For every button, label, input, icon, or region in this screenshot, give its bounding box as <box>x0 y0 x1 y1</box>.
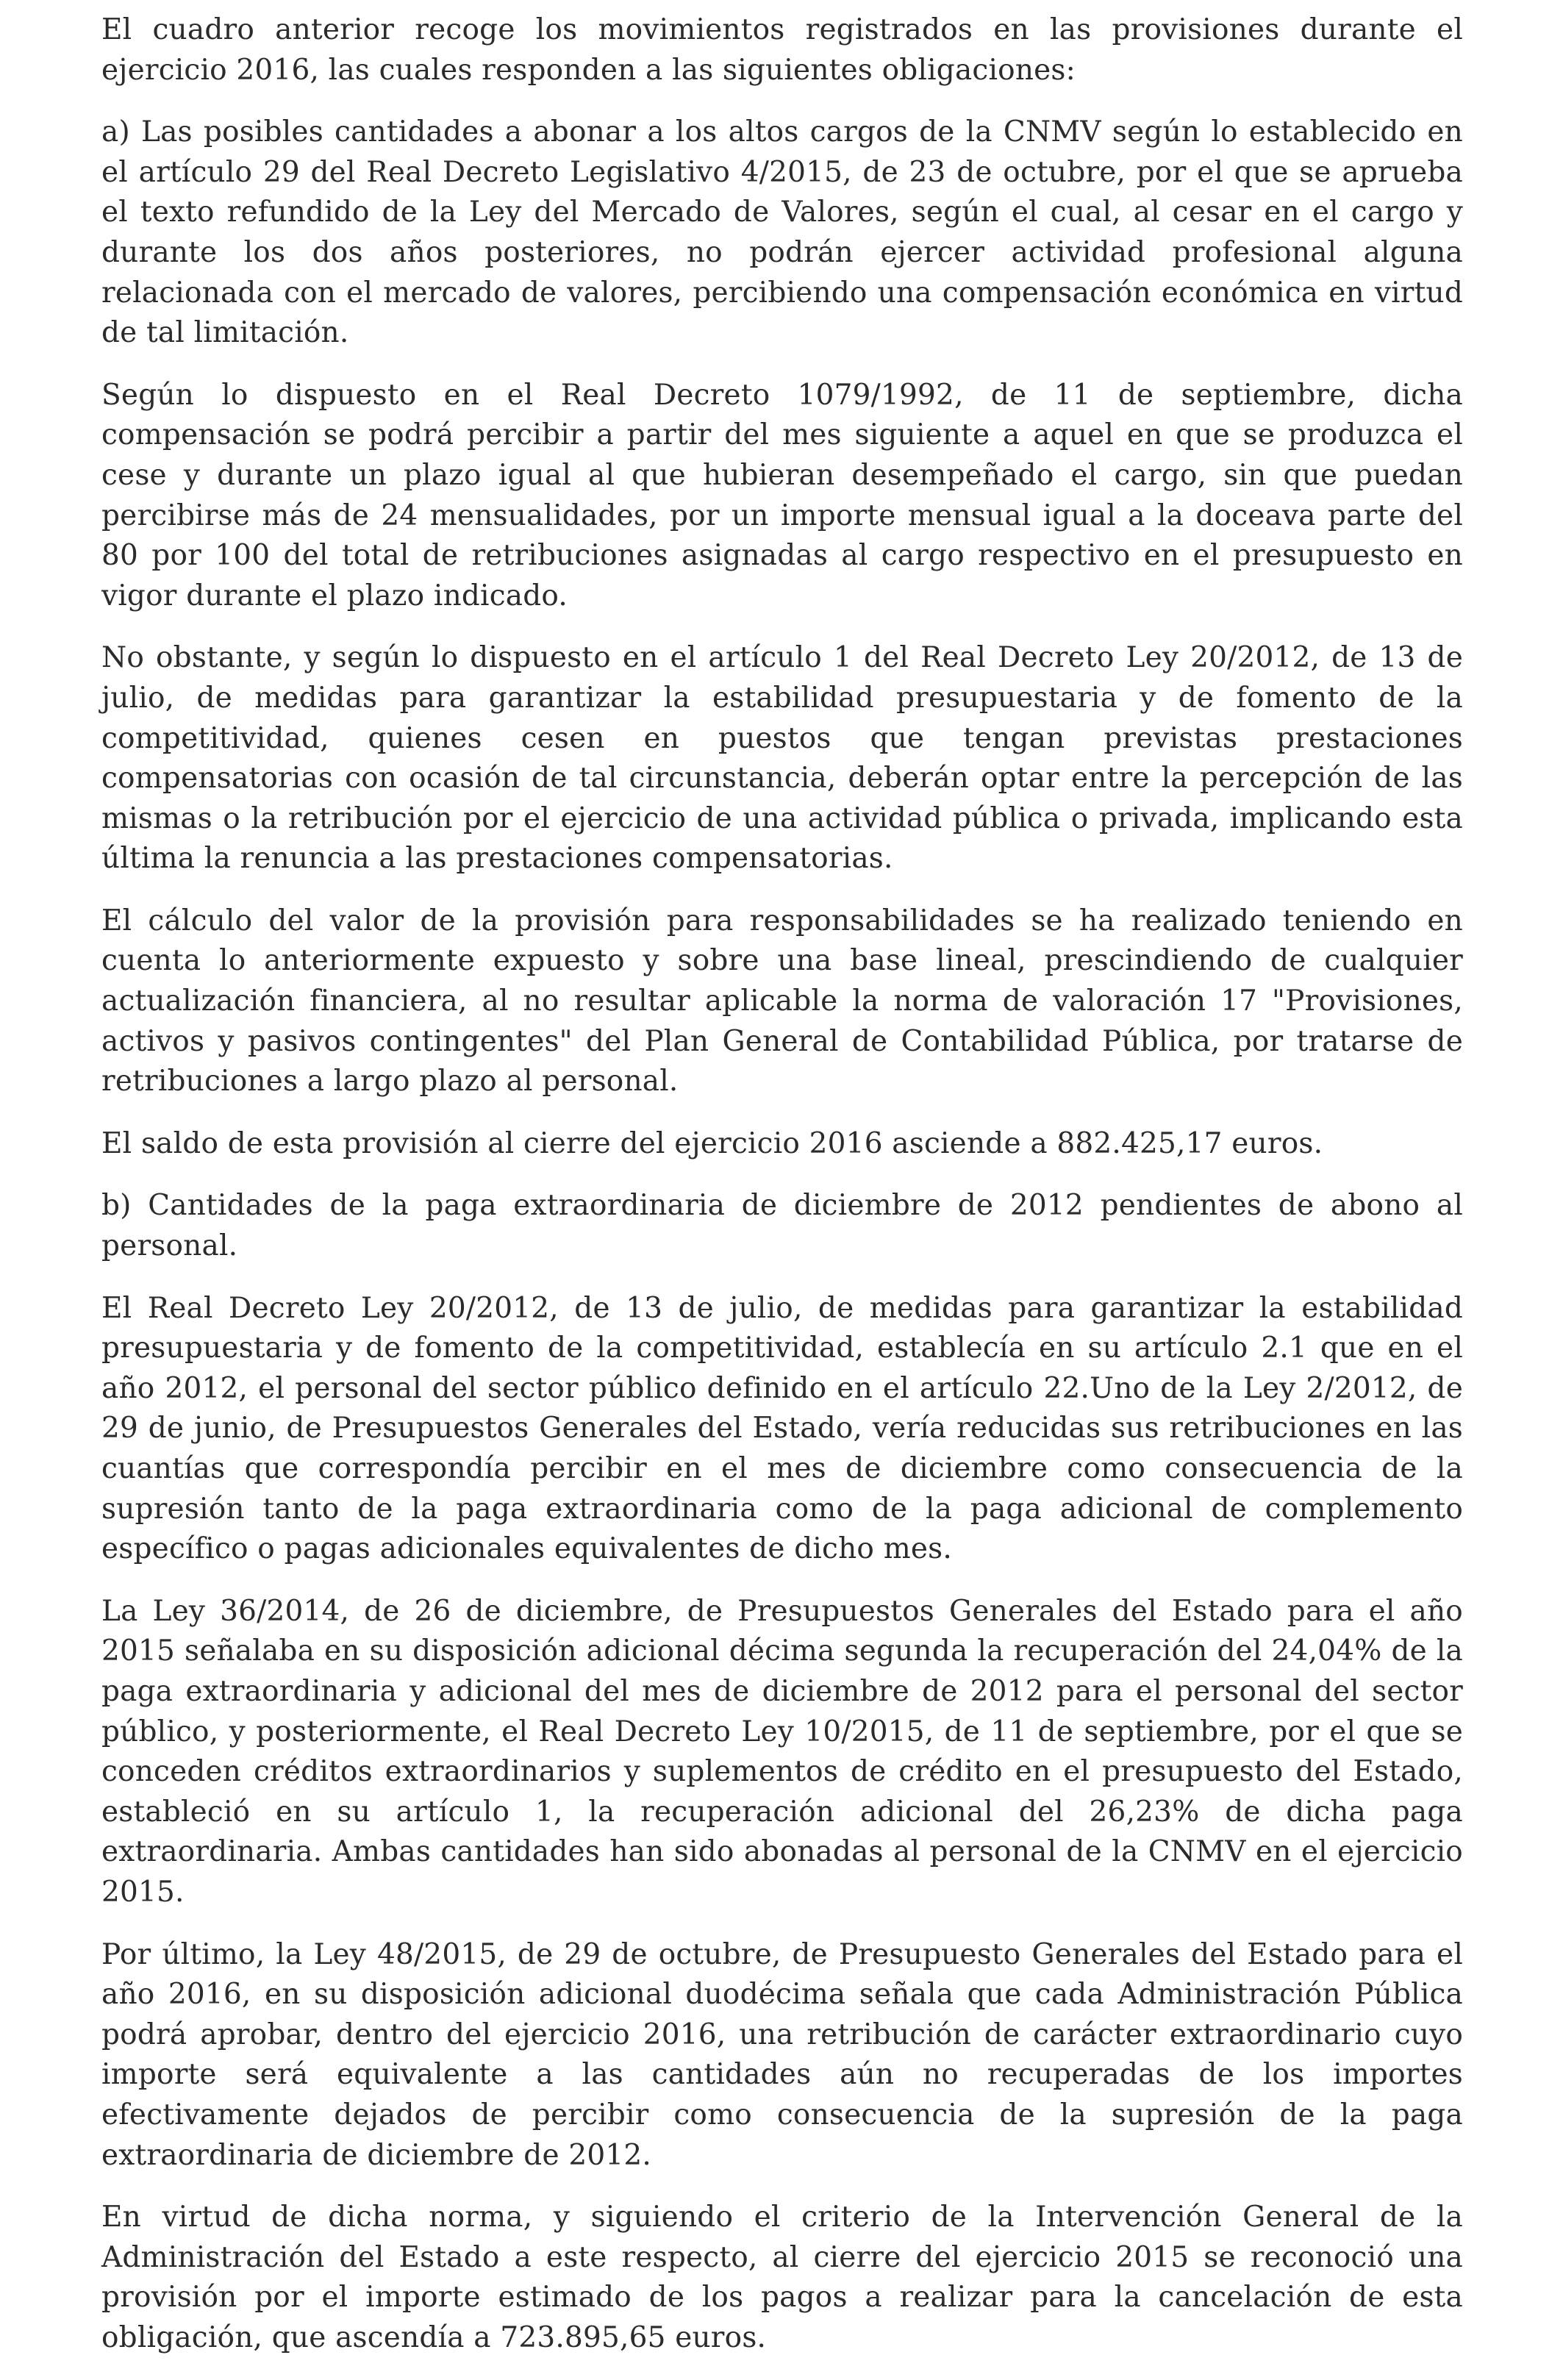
paragraph-calculo-provision: El cálculo del valor de la provisión para responsabilidades se ha realizado teniendo en cuenta lo anteriormente expuesto y sobre una base lineal, prescindiendo de cualquier actualización financiera, al no resultar aplicable la norma de valoración 17 "Provisiones, activos y pasivos contingentes" del Plan General de Contabilidad Pública, por tratarse de retribuciones a largo plazo al personal. <box>101 904 1463 1098</box>
document-page <box>101 10 1463 2380</box>
paragraph-saldo-provision: El saldo de esta provisión al cierre del ejercicio 2016 asciende a 882.425,17 euros. <box>101 1126 1323 1160</box>
paragraph-intro: El cuadro anterior recoge los movimientos registrados en las provisiones durante el ejercicio 2016, las cuales responden a las siguientes obligaciones: <box>101 13 1463 87</box>
paragraph-ley-36-2014: La Ley 36/2014, de 26 de diciembre, de Presupuestos Generales del Estado para el año 2015 señalaba en su disposición adicional décima segunda la recuperación del 24,04% de la paga extraordinaria y adicional del mes de diciembre de 2012 para el personal del sector público, y posteriormente, el Real Decreto Ley 10/2015, de 11 de septiembre, por el que se conceden créditos extraordinarios y suplementos de crédito en el presupuesto del Estado, estableció en su artículo 1, la recuperación adicional del 26,23% de dicha paga extraordinaria. Ambas cantidades han sido abonadas al personal de la CNMV en el ejercicio 2015. <box>101 1594 1463 1909</box>
paragraph-a-altos-cargos: a) Las posibles cantidades a abonar a los altos cargos de la CNMV según lo establecido en el artículo 29 del Real Decreto Legislativo 4/2015, de 23 de octubre, por el que se aprueba el texto refundido de la Ley del Mercado de Valores, según el cual, al cesar en el cargo y durante los dos años posteriores, no podrán ejercer actividad profesional alguna relacionada con el mercado de valores, percibiendo una compensación económica en virtud de tal limitación. <box>101 115 1463 350</box>
paragraph-no-obstante: No obstante, y según lo dispuesto en el artículo 1 del Real Decreto Ley 20/2012, de 13 de julio, de medidas para garantizar la estabilidad presupuestaria y de fomento de la competitividad, quienes cesen en puestos que tengan previstas prestaciones compensatorias con ocasión de tal circunstancia, deberán optar entre la percepción de las mismas o la retribución por el ejercicio de una actividad pública o privada, implicando esta última la renuncia a las prestaciones compensatorias. <box>101 641 1463 876</box>
paragraph-real-decreto-1079: Según lo dispuesto en el Real Decreto 1079/1992, de 11 de septiembre, dicha compensación se podrá percibir a partir del mes siguiente a aquel en que se produzca el cese y durante un plazo igual al que hubieran desempeñado el cargo, sin que puedan percibirse más de 24 mensualidades, por un importe mensual igual a la doceava parte del 80 por 100 del total de retribuciones asignadas al cargo respectivo en el presupuesto en vigor durante el plazo indicado. <box>101 378 1463 612</box>
paragraph-en-virtud: En virtud de dicha norma, y siguiendo el criterio de la Intervención General de la Administración del Estado a este respecto, al cierre del ejercicio 2015 se reconoció una provisión por el importe estimado de los pagos a realizar para la cancelación de esta obligación, que ascendía a 723.895,65 euros. <box>101 2201 1463 2354</box>
paragraph-ley-48-2015: Por último, la Ley 48/2015, de 29 de octubre, de Presupuesto Generales del Estado para el año 2016, en su disposición adicional duodécima señala que cada Administración Pública podrá aprobar, dentro del ejercicio 2016, una retribución de carácter extraordinario cuyo importe será equivalente a las cantidades aún no recuperadas de los importes efectivamente dejados de percibir como consecuencia de la supresión de la paga extraordinaria de diciembre de 2012. <box>101 1937 1463 2172</box>
paragraph-real-decreto-ley-20-2012: El Real Decreto Ley 20/2012, de 13 de julio, de medidas para garantizar la estabilidad presupuestaria y de fomento de la competitividad, establecía en su artículo 2.1 que en el año 2012, el personal del sector público definido en el artículo 22.Uno de la Ley 2/2012, de 29 de junio, de Presupuestos Generales del Estado, vería reducidas sus retribuciones en las cuantías que correspondía percibir en el mes de diciembre como consecuencia de la supresión tanto de la paga extraordinaria como de la paga adicional de complemento específico o pagas adicionales equivalentes de dicho mes. <box>101 1291 1463 1566</box>
paragraph-b-paga-extraordinaria: b) Cantidades de la paga extraordinaria de diciembre de 2012 pendientes de abono al personal. <box>101 1189 1463 1263</box>
